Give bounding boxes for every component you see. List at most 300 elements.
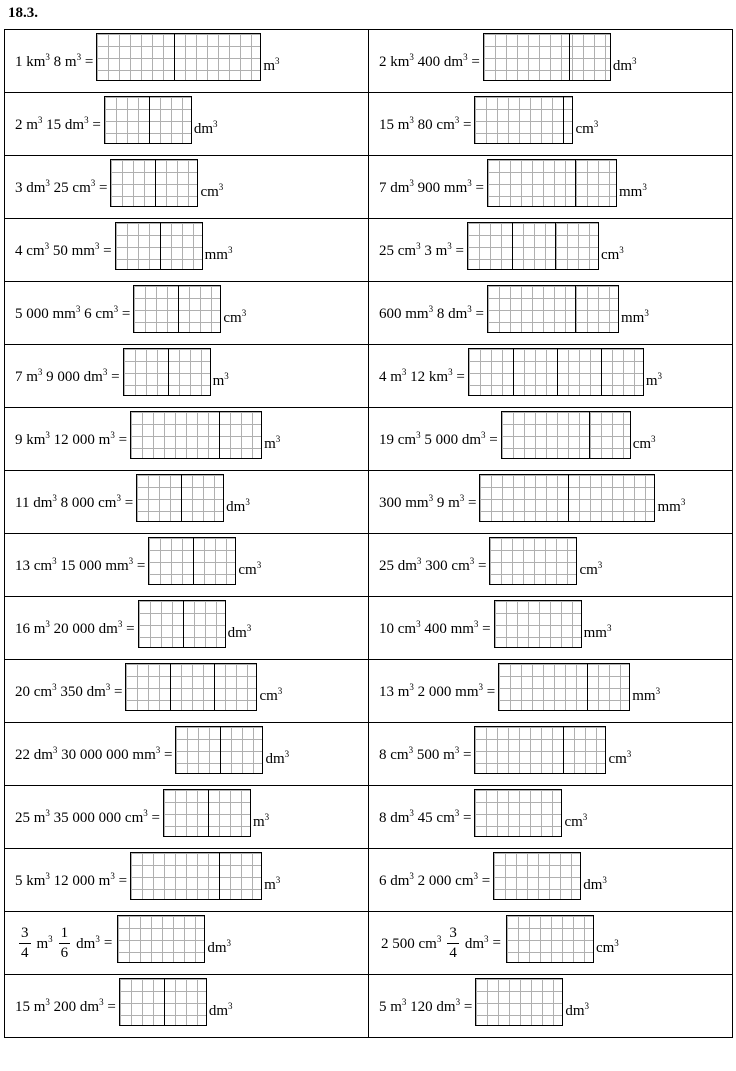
quantity-text: 8 dm [433, 305, 468, 322]
quantity-text: = [459, 809, 472, 826]
quantity-exponent: 3 [52, 492, 57, 503]
conversion-expression [15, 793, 269, 841]
answer-grid[interactable] [148, 537, 236, 585]
quantity-sum [15, 682, 122, 701]
digit-group-separator [183, 601, 184, 647]
result-unit-exponent: 3 [644, 307, 649, 318]
answer-grid[interactable] [133, 285, 221, 333]
quantity-text: 2 000 mm [413, 683, 479, 700]
quantity-text: = [471, 179, 484, 196]
quantity-exponent: 3 [45, 51, 50, 62]
fraction-numerator: 3 [19, 926, 31, 944]
quantity-text: = [451, 242, 464, 259]
result-unit [575, 119, 598, 138]
exercise-cell [5, 282, 369, 345]
exercise-cell [369, 30, 733, 93]
quantity-exponent: 3 [90, 177, 96, 188]
exercise-cell [369, 408, 733, 471]
answer-grid[interactable] [130, 852, 262, 900]
result-unit [646, 371, 662, 390]
exercise-row [5, 156, 733, 219]
quantity-exponent: 3 [45, 996, 50, 1007]
unit-exponent: 3 [48, 933, 53, 944]
quantity-text: 12 000 m [49, 431, 111, 448]
result-unit-text: dm [193, 120, 213, 137]
conversion-expression [379, 100, 598, 148]
exercise-row [5, 219, 733, 282]
digit-group-separator [587, 664, 588, 710]
exercise-cell [5, 345, 369, 408]
exercise-cell [5, 534, 369, 597]
quantity-text: 5 000 mm [15, 305, 76, 322]
result-unit-exponent: 3 [275, 433, 281, 444]
quantity-exponent: 3 [37, 366, 43, 377]
answer-grid[interactable] [117, 915, 205, 963]
conversion-expression [15, 541, 261, 589]
answer-grid[interactable] [123, 348, 211, 396]
result-unit [619, 182, 647, 201]
quantity-exponent: 3 [448, 366, 453, 377]
exercise-table [4, 29, 733, 1038]
quantity-text: = [464, 494, 477, 511]
result-unit-text: m [264, 876, 276, 893]
exercise-cell [369, 345, 733, 408]
answer-grid[interactable] [489, 537, 577, 585]
digit-group-separator [155, 160, 156, 206]
result-unit-text: mm [632, 687, 656, 704]
answer-grid[interactable] [115, 222, 203, 270]
fraction-numerator: 3 [447, 926, 459, 944]
unit-label [37, 934, 53, 953]
conversion-expression [15, 100, 217, 148]
digit-group-separator [575, 160, 576, 206]
answer-grid[interactable] [130, 411, 262, 459]
quantity-exponent: 3 [473, 618, 479, 629]
quantity-sum [379, 115, 471, 134]
quantity-text: = [147, 809, 160, 826]
quantity-text: 400 mm [420, 620, 474, 637]
result-unit [194, 119, 218, 138]
result-unit-text: cm [259, 687, 278, 704]
result-unit-text: cm [595, 939, 615, 956]
exercise-cell [369, 786, 733, 849]
result-unit-text: mm [618, 183, 643, 200]
quantity-sum [15, 304, 130, 323]
answer-grid[interactable] [479, 474, 655, 522]
result-unit-exponent: 3 [619, 244, 624, 255]
conversion-expression [15, 604, 251, 652]
result-unit [265, 749, 289, 768]
quantity-text: 7 m [15, 368, 38, 385]
quantity-text: 8 dm [379, 809, 410, 826]
quantity-exponent: 3 [110, 429, 115, 440]
quantity-text: 25 cm [49, 179, 91, 196]
result-unit-exponent: 3 [606, 622, 612, 633]
answer-grid[interactable] [487, 285, 619, 333]
conversion-expression [379, 226, 624, 274]
result-unit-text: cm [564, 813, 583, 830]
quantity-sum [379, 745, 471, 764]
result-unit [209, 1001, 233, 1020]
answer-grid[interactable] [493, 852, 581, 900]
result-unit [226, 497, 250, 516]
quantity-exponent: 3 [454, 807, 460, 818]
quantity-text: 300 cm [421, 557, 470, 574]
quantity-sum [15, 871, 127, 890]
unit-text: m [36, 935, 49, 952]
quantity-exponent: 3 [128, 555, 134, 566]
result-unit-exponent: 3 [226, 937, 231, 948]
exercise-cell [5, 975, 369, 1038]
digit-group-separator [208, 790, 209, 836]
quantity-exponent: 3 [155, 744, 161, 755]
conversion-expression [379, 730, 631, 778]
quantity-exponent: 3 [76, 51, 82, 62]
quantity-text: 15 m [15, 998, 46, 1015]
answer-grid[interactable] [119, 978, 207, 1026]
answer-grid[interactable] [494, 600, 582, 648]
result-unit-text: cm [579, 561, 598, 578]
answer-grid[interactable] [104, 96, 192, 144]
result-unit [200, 182, 223, 201]
result-unit-exponent: 3 [246, 622, 252, 633]
result-unit-text: dm [227, 624, 247, 641]
result-unit-exponent: 3 [626, 748, 632, 759]
conversion-expression [379, 352, 662, 400]
result-unit-exponent: 3 [597, 559, 603, 570]
result-unit-text: m [263, 57, 275, 74]
quantity-text: 4 m [379, 368, 402, 385]
quantity-text: 2 m [15, 116, 38, 133]
quantity-exponent: 3 [117, 618, 123, 629]
result-unit-exponent: 3 [631, 55, 637, 66]
quantity-exponent: 3 [143, 807, 148, 818]
quantity-text: 8 000 cm [56, 494, 117, 511]
quantity-text: = [474, 557, 487, 574]
digit-group-separator [563, 97, 564, 143]
quantity-text: 10 cm [379, 620, 417, 637]
quantity-text: 900 mm [413, 179, 468, 196]
answer-grid[interactable] [506, 915, 594, 963]
conversion-expression [379, 919, 619, 967]
answer-grid[interactable] [138, 600, 226, 648]
quantity-text: 12 km [406, 368, 449, 385]
answer-grid[interactable] [136, 474, 224, 522]
fraction [19, 926, 31, 961]
exercise-cell [5, 660, 369, 723]
quantity-text: 600 mm [379, 305, 429, 322]
quantity-exponent: 3 [45, 807, 50, 818]
answer-grid[interactable] [474, 726, 606, 774]
quantity-text: 9 m [433, 494, 460, 511]
quantity-text: = [114, 431, 128, 448]
digit-group-separator [220, 727, 221, 773]
unit-label [381, 934, 441, 953]
result-unit [259, 686, 282, 705]
exercise-row [5, 345, 733, 408]
result-unit-text: mm [620, 309, 645, 326]
result-unit-text: cm [238, 561, 257, 578]
digit-group-separator [219, 853, 220, 899]
quantity-exponent: 3 [455, 996, 461, 1007]
unit-text: 2 500 cm [381, 935, 437, 952]
answer-grid[interactable] [487, 159, 617, 207]
exercise-row [5, 912, 733, 975]
quantity-sum [379, 926, 503, 961]
quantity-text: 45 cm [413, 809, 455, 826]
result-unit-text: m [212, 372, 225, 389]
result-unit-text: dm [612, 57, 632, 74]
digit-group-separator [149, 97, 150, 143]
quantity-text: = [467, 53, 480, 70]
answer-grid[interactable] [163, 789, 251, 837]
quantity-text: 5 m [379, 998, 402, 1015]
result-unit-text: cm [200, 183, 219, 200]
conversion-expression [15, 37, 279, 85]
exercise-cell [5, 849, 369, 912]
quantity-sum [379, 682, 495, 701]
quantity-exponent: 3 [94, 240, 100, 251]
quantity-exponent: 3 [401, 996, 407, 1007]
exercise-cell [369, 660, 733, 723]
quantity-text: = [88, 116, 101, 133]
result-unit-text: dm [565, 1002, 585, 1019]
quantity-text: = [118, 305, 131, 322]
quantity-exponent: 3 [454, 114, 460, 125]
unit-text: = [103, 934, 113, 951]
answer-grid[interactable] [467, 222, 599, 270]
quantity-text: 35 000 000 cm [49, 809, 144, 826]
digit-group-separator [575, 286, 576, 332]
exercise-row [5, 597, 733, 660]
result-unit-text: dm [265, 750, 285, 767]
quantity-exponent: 3 [102, 366, 108, 377]
exercise-cell [369, 534, 733, 597]
quantity-exponent: 3 [45, 177, 50, 188]
answer-grid[interactable] [110, 159, 198, 207]
quantity-sum [379, 304, 484, 323]
quantity-text: 11 dm [15, 494, 53, 511]
quantity-sum [379, 871, 490, 890]
exercise-row [5, 282, 733, 345]
answer-grid[interactable] [175, 726, 263, 774]
quantity-sum [379, 52, 480, 71]
digit-group-separator [214, 664, 215, 710]
quantity-exponent: 3 [99, 996, 104, 1007]
conversion-expression [15, 226, 232, 274]
conversion-expression [15, 856, 280, 904]
quantity-text: 20 cm [15, 683, 53, 700]
fraction [59, 926, 71, 961]
result-unit-exponent: 3 [642, 181, 647, 192]
unit-exponent: 3 [436, 933, 442, 944]
result-unit-exponent: 3 [212, 118, 218, 129]
digit-group-separator [555, 223, 556, 269]
result-unit [633, 434, 656, 453]
quantity-exponent: 3 [45, 870, 50, 881]
quantity-sum [379, 430, 498, 449]
exercise-row [5, 534, 733, 597]
quantity-exponent: 3 [459, 492, 465, 503]
quantity-exponent: 3 [408, 744, 414, 755]
conversion-expression [15, 163, 223, 211]
quantity-text: 5 km [15, 872, 46, 889]
result-unit-text: dm [208, 1002, 228, 1019]
quantity-text: 6 cm [80, 305, 114, 322]
conversion-expression [15, 352, 229, 400]
quantity-sum [379, 493, 476, 512]
quantity-text: 13 cm [15, 557, 53, 574]
conversion-expression [379, 163, 647, 211]
fraction-denominator: 4 [449, 944, 457, 961]
quantity-exponent: 3 [401, 366, 407, 377]
answer-grid[interactable] [474, 789, 562, 837]
digit-group-separator [164, 979, 165, 1025]
answer-grid[interactable] [498, 663, 630, 711]
quantity-exponent: 3 [473, 870, 478, 881]
exercise-cell [369, 282, 733, 345]
quantity-text: 2 000 cm [413, 872, 474, 889]
result-unit-exponent: 3 [680, 496, 686, 507]
quantity-exponent: 3 [110, 870, 115, 881]
quantity-text: 350 dm [56, 683, 106, 700]
quantity-text: = [81, 53, 94, 70]
conversion-expression [15, 289, 246, 337]
conversion-expression [15, 982, 232, 1030]
answer-grid[interactable] [96, 33, 261, 81]
quantity-text: = [471, 305, 484, 322]
exercise-cell [5, 156, 369, 219]
quantity-exponent: 3 [409, 807, 414, 818]
unit-text: dm [76, 935, 96, 952]
quantity-text: = [120, 494, 134, 511]
conversion-expression [379, 856, 607, 904]
exercise-cell [369, 93, 733, 156]
quantity-sum [379, 367, 465, 386]
conversion-expression [379, 793, 587, 841]
result-unit-text: m [252, 813, 265, 830]
unit-label [76, 934, 100, 953]
result-unit-text: m [264, 435, 276, 452]
exercise-row [5, 849, 733, 912]
conversion-expression [379, 478, 685, 526]
conversion-expression [379, 604, 611, 652]
conversion-expression [379, 541, 602, 589]
result-unit [601, 245, 624, 264]
quantity-exponent: 3 [416, 618, 421, 629]
result-unit-text: cm [223, 309, 242, 326]
quantity-text: 1 km [15, 53, 46, 70]
quantity-sum [379, 178, 484, 197]
quantity-text: = [459, 746, 472, 763]
result-unit-exponent: 3 [582, 811, 588, 822]
quantity-sum [15, 178, 107, 197]
exercise-cell [5, 408, 369, 471]
unit-label [104, 935, 112, 952]
result-unit-exponent: 3 [227, 1000, 233, 1011]
quantity-text: 8 m [49, 53, 77, 70]
quantity-sum [379, 997, 472, 1016]
result-unit [223, 308, 246, 327]
quantity-text: = [459, 116, 472, 133]
quantity-exponent: 3 [105, 681, 111, 692]
quantity-exponent: 3 [454, 744, 460, 755]
exercise-cell [369, 219, 733, 282]
exercise-cell [5, 912, 369, 975]
answer-grid[interactable] [125, 663, 257, 711]
quantity-text: 30 000 000 mm [57, 746, 156, 763]
result-unit [263, 56, 279, 75]
digit-group-separator [160, 223, 161, 269]
result-unit-exponent: 3 [274, 55, 280, 66]
digit-group-separator [168, 349, 169, 395]
result-unit-exponent: 3 [224, 370, 229, 381]
result-unit [596, 938, 619, 957]
result-unit [584, 623, 612, 642]
answer-grid[interactable] [468, 348, 644, 396]
quantity-text: 9 km [15, 431, 46, 448]
result-unit-exponent: 3 [277, 685, 283, 696]
quantity-text: 400 dm [413, 53, 464, 70]
exercise-cell [5, 471, 369, 534]
quantity-exponent: 3 [481, 429, 486, 440]
quantity-exponent: 3 [52, 681, 57, 692]
result-unit-exponent: 3 [241, 307, 247, 318]
quantity-exponent: 3 [409, 51, 414, 62]
quantity-text: 19 cm [379, 431, 417, 448]
result-unit-exponent: 3 [245, 496, 250, 507]
quantity-sum [379, 619, 491, 638]
result-unit-exponent: 3 [602, 874, 607, 885]
result-unit [608, 749, 631, 768]
quantity-exponent: 3 [467, 177, 472, 188]
quantity-text: 6 dm [379, 872, 410, 889]
answer-grid[interactable] [475, 978, 563, 1026]
quantity-text: 120 dm [406, 998, 456, 1015]
answer-grid[interactable] [474, 96, 573, 144]
answer-grid[interactable] [501, 411, 631, 459]
quantity-exponent: 3 [116, 492, 121, 503]
result-unit-text: cm [575, 120, 594, 137]
digit-group-separator [601, 349, 602, 395]
quantity-text: 13 m [379, 683, 410, 700]
quantity-text: = [110, 683, 123, 700]
exercise-cell [5, 30, 369, 93]
result-unit-text: cm [600, 246, 620, 263]
digit-group-separator [513, 349, 514, 395]
quantity-exponent: 3 [113, 303, 119, 314]
exercise-cell [369, 723, 733, 786]
exercise-row [5, 975, 733, 1038]
answer-grid[interactable] [483, 33, 611, 81]
result-unit-text: mm [204, 246, 228, 263]
quantity-text: 80 cm [413, 116, 455, 133]
digit-group-separator [193, 538, 194, 584]
result-unit-text: mm [657, 498, 681, 515]
quantity-exponent: 3 [416, 240, 421, 251]
quantity-text: 300 mm [379, 494, 429, 511]
digit-group-separator [569, 34, 570, 80]
result-unit-exponent: 3 [275, 874, 281, 885]
fraction-denominator: 6 [60, 944, 69, 961]
digit-group-separator [512, 223, 513, 269]
result-unit-text: cm [632, 435, 652, 452]
conversion-expression [15, 478, 250, 526]
result-unit-text: mm [583, 624, 607, 641]
quantity-exponent: 3 [428, 492, 434, 503]
exercise-cell [5, 786, 369, 849]
quantity-exponent: 3 [409, 177, 414, 188]
